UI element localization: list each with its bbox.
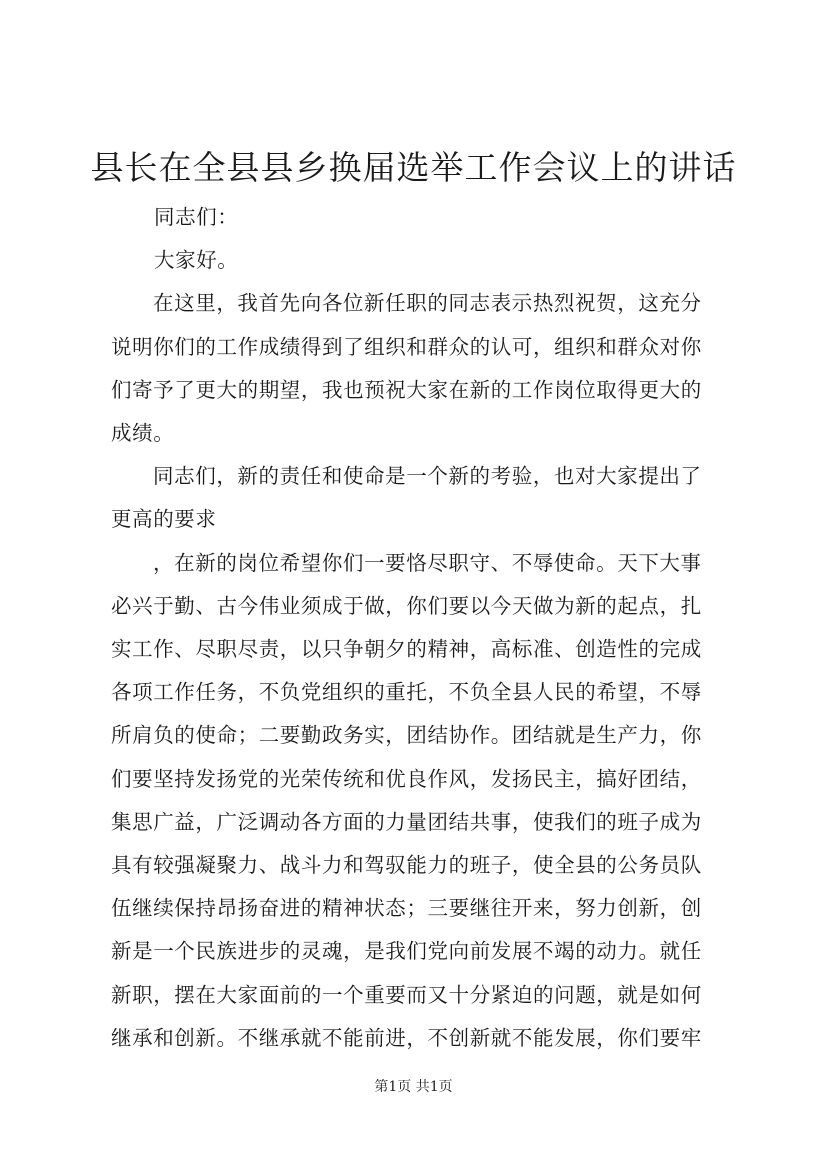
salutation: 同志们： — [154, 205, 239, 229]
page-number: 第1页 共1页 — [374, 1079, 453, 1095]
greeting: 大家好。 — [154, 248, 239, 273]
document-title: 县长在全县县乡换届选举工作会议上的讲话 — [90, 148, 737, 187]
document-body — [111, 196, 721, 1060]
paragraph-congratulations: 在这里，我首先向各位新任职的同志表示热烈祝贺，这充分说明你们的工作成绩得到了组织和群众的认可，组织和群众对你们寄予了更大的期望，我也预祝大家在新的工作岗位取得更大的成绩。 — [111, 291, 702, 446]
paragraph-new-responsibility: 同志们，新的责任和使命是一个新的考验，也对大家提出了更高的要求 — [111, 464, 702, 532]
paragraph-expectations: ，在新的岗位希望你们一要恪尽职守、不辱使命。天下大事必兴于勤、古今伟业须成于做，你们要以今天做为新的起点，扎实工作、尽职尽责，以只争朝夕的精神，高标准、创造性的完成各项工作任务，不负党组织的重托，不负全县人民的希望，不辱所肩负的使命；二要勤政务实，团结协作。团结就是生产力，你们要坚持发扬党的光荣传统和优良作风，发扬民主，搞好团结，集思广益，广泛调动各方面的力量团结共事，使我们的班子成为具有较强凝聚力、战斗力和驾驭能力的班子，使全县的公务员队伍继续保持昂扬奋进的精神状态；三要继往开来，努力创新，创新是一个民族进步的灵魂，是我们党向前发展不竭的动力。就任新职，摆在大家面前的一个重要而又十分紧迫的问题，就是如何继承和创新。不继承就不能前进，不创新就不能发展，你们要牢 — [111, 550, 702, 1050]
